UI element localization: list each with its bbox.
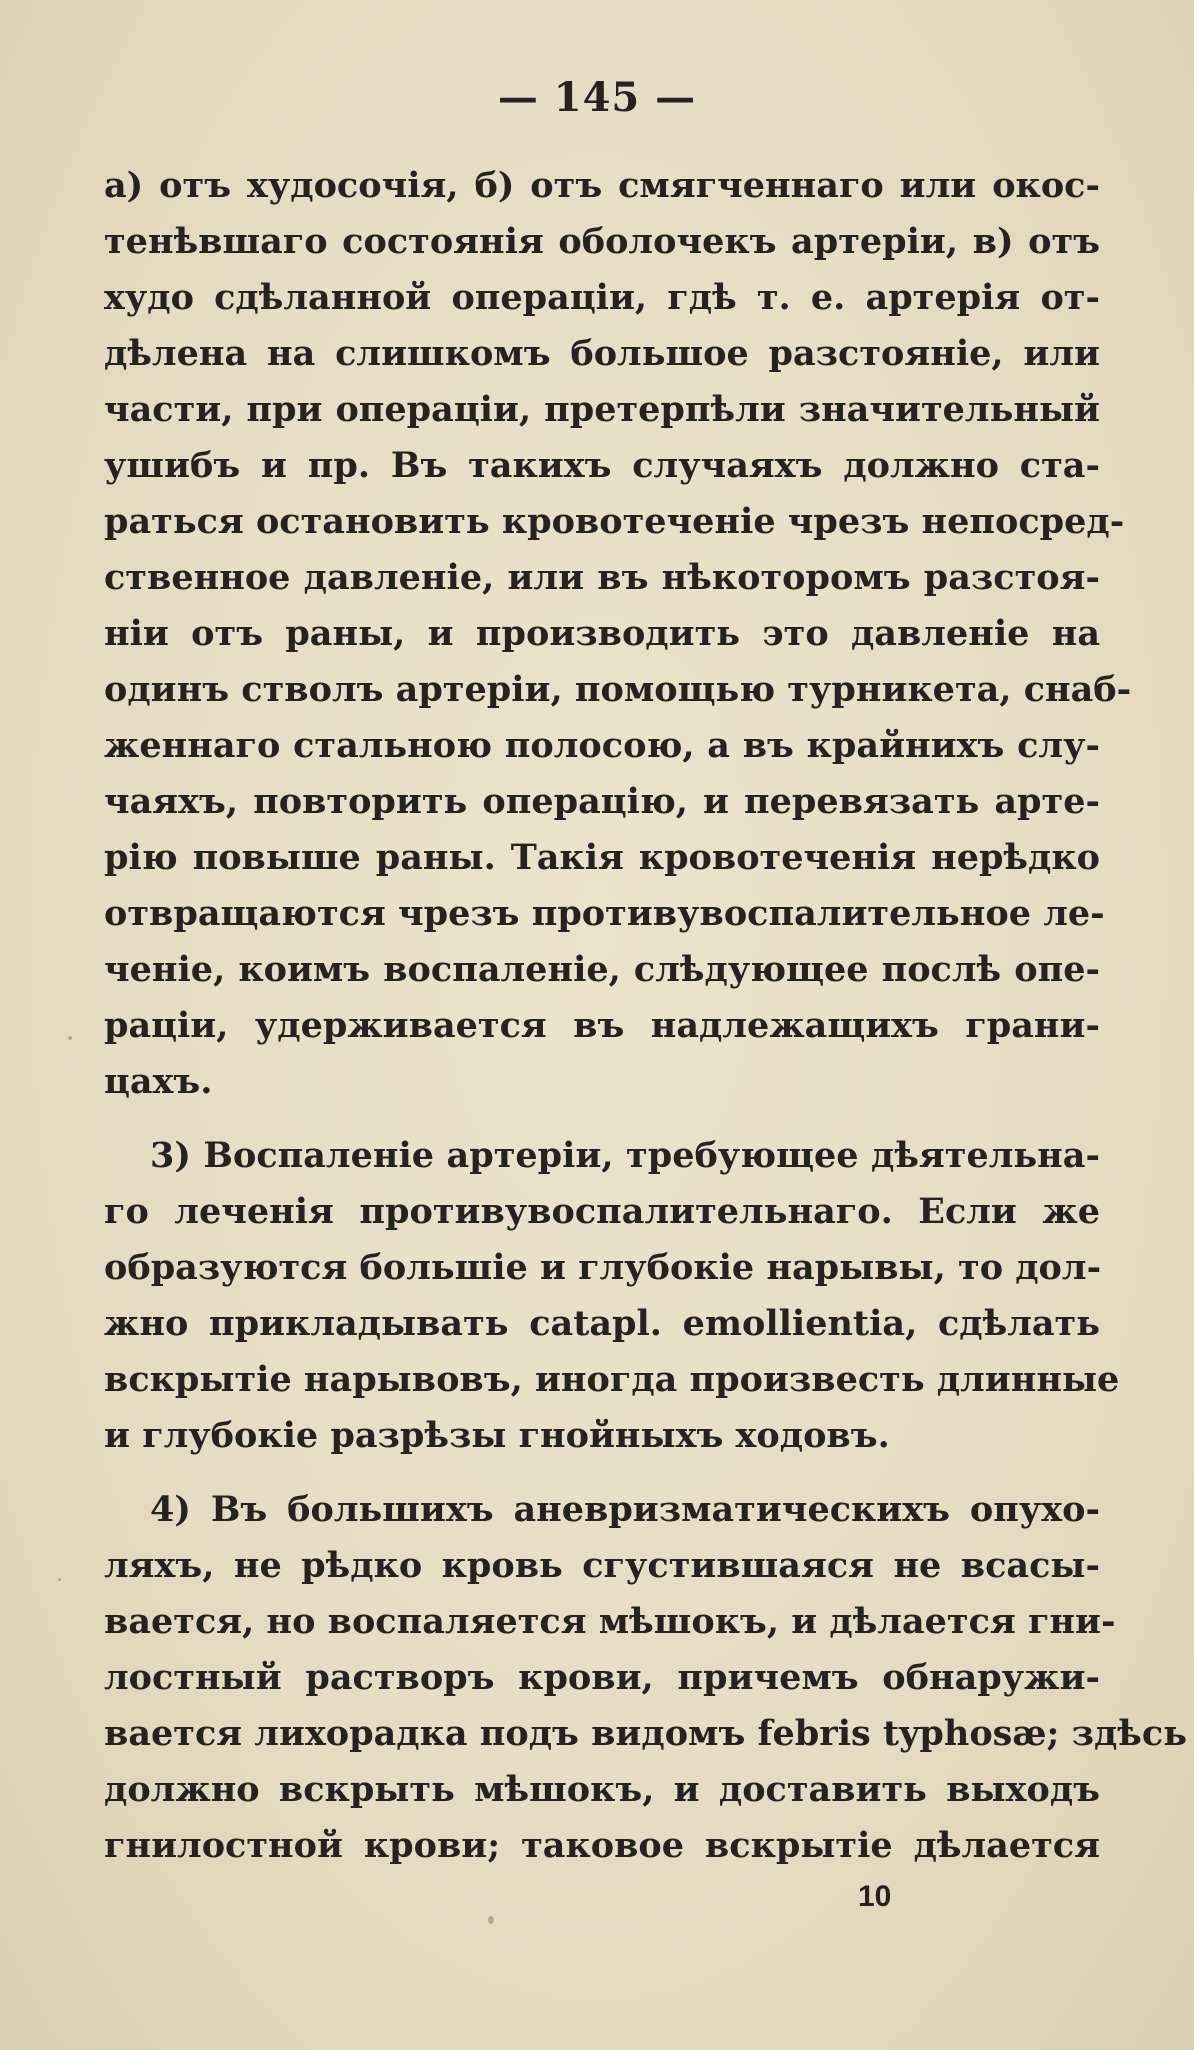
text-line: ляхъ, не рѣдко кровь сгустившаяся не всасы-: [104, 1545, 1100, 1586]
text-line: одинъ стволъ артеріи, помощью турникета, снаб-: [104, 669, 1132, 710]
text-line: ченіе, коимъ воспаленіе, слѣдующее послѣ опе-: [104, 949, 1100, 990]
text-line: раціи, удерживается въ надлежащихъ грани-: [104, 1005, 1100, 1046]
text-line: дѣлена на слишкомъ большое разстояніе, или: [104, 333, 1100, 374]
paragraph-1: [104, 158, 1132, 1110]
text-line: гнилостной крови; таковое вскрытіе дѣлается: [104, 1825, 1100, 1866]
text-line: ушибъ и пр. Въ такихъ случаяхъ должно ста-: [104, 445, 1100, 486]
paper-speck: [68, 1036, 72, 1040]
text-line: вается лихорадка подъ видомъ febris typhosæ; здѣсь: [104, 1713, 1187, 1754]
text-line: части, при операціи, претерпѣли значительный: [104, 389, 1100, 430]
paper-speck: [58, 1578, 61, 1581]
text-line: худо сдѣланной операціи, гдѣ т. е. артерія от-: [104, 277, 1100, 318]
text-line: и глубокіе разрѣзы гнойныхъ ходовъ.: [104, 1415, 890, 1456]
text-line: образуются большіе и глубокіе нарывы, то дол-: [104, 1247, 1102, 1288]
text-line: вается, но воспаляется мѣшокъ, и дѣлается гни-: [104, 1601, 1116, 1642]
text-line: жно прикладывать catapl. emollientia, сдѣлать: [104, 1303, 1100, 1344]
text-line: ніи отъ раны, и производить это давленіе на: [104, 613, 1100, 654]
text-line: 3) Воспаленіе артеріи, требующее дѣятельна-: [150, 1135, 1100, 1176]
text-line: вскрытіе нарывовъ, иногда произвесть длинные: [104, 1359, 1120, 1400]
text-line: тенѣвшаго состоянія оболочекъ артеріи, в) отъ: [104, 221, 1100, 262]
paragraph-3: [104, 1482, 1187, 1874]
paper-speck: [488, 1916, 494, 1924]
text-line: рію повыше раны. Такія кровотеченія нерѣдко: [104, 837, 1100, 878]
text-line: 4) Въ большихъ аневризматическихъ опухо-: [150, 1489, 1100, 1530]
text-line: отвращаются чрезъ противувоспалительное ле-: [104, 893, 1105, 934]
text-line: го леченія противувоспалительнаго. Если же: [104, 1191, 1100, 1232]
text-line: ственное давленіе, или въ нѣкоторомъ разстоя-: [104, 557, 1100, 598]
text-line: должно вскрыть мѣшокъ, и доставить выходъ: [104, 1769, 1100, 1810]
text-line: женнаго стальною полосою, а въ крайнихъ слу-: [104, 725, 1100, 766]
text-line: а) отъ худосочія, б) отъ смягченнаго или окос-: [104, 165, 1100, 206]
body-text: [104, 158, 1187, 1874]
page-number-header: — 145 —: [497, 74, 697, 121]
paragraph-2: [104, 1128, 1120, 1464]
text-line: цахъ.: [104, 1061, 213, 1102]
signature-mark: 10: [858, 1880, 892, 1913]
text-line: лостный растворъ крови, причемъ обнаружи-: [104, 1657, 1100, 1698]
text-line: раться остановить кровотеченіе чрезъ непосред-: [104, 501, 1125, 542]
text-line: чаяхъ, повторить операцію, и перевязать арте-: [104, 781, 1100, 822]
